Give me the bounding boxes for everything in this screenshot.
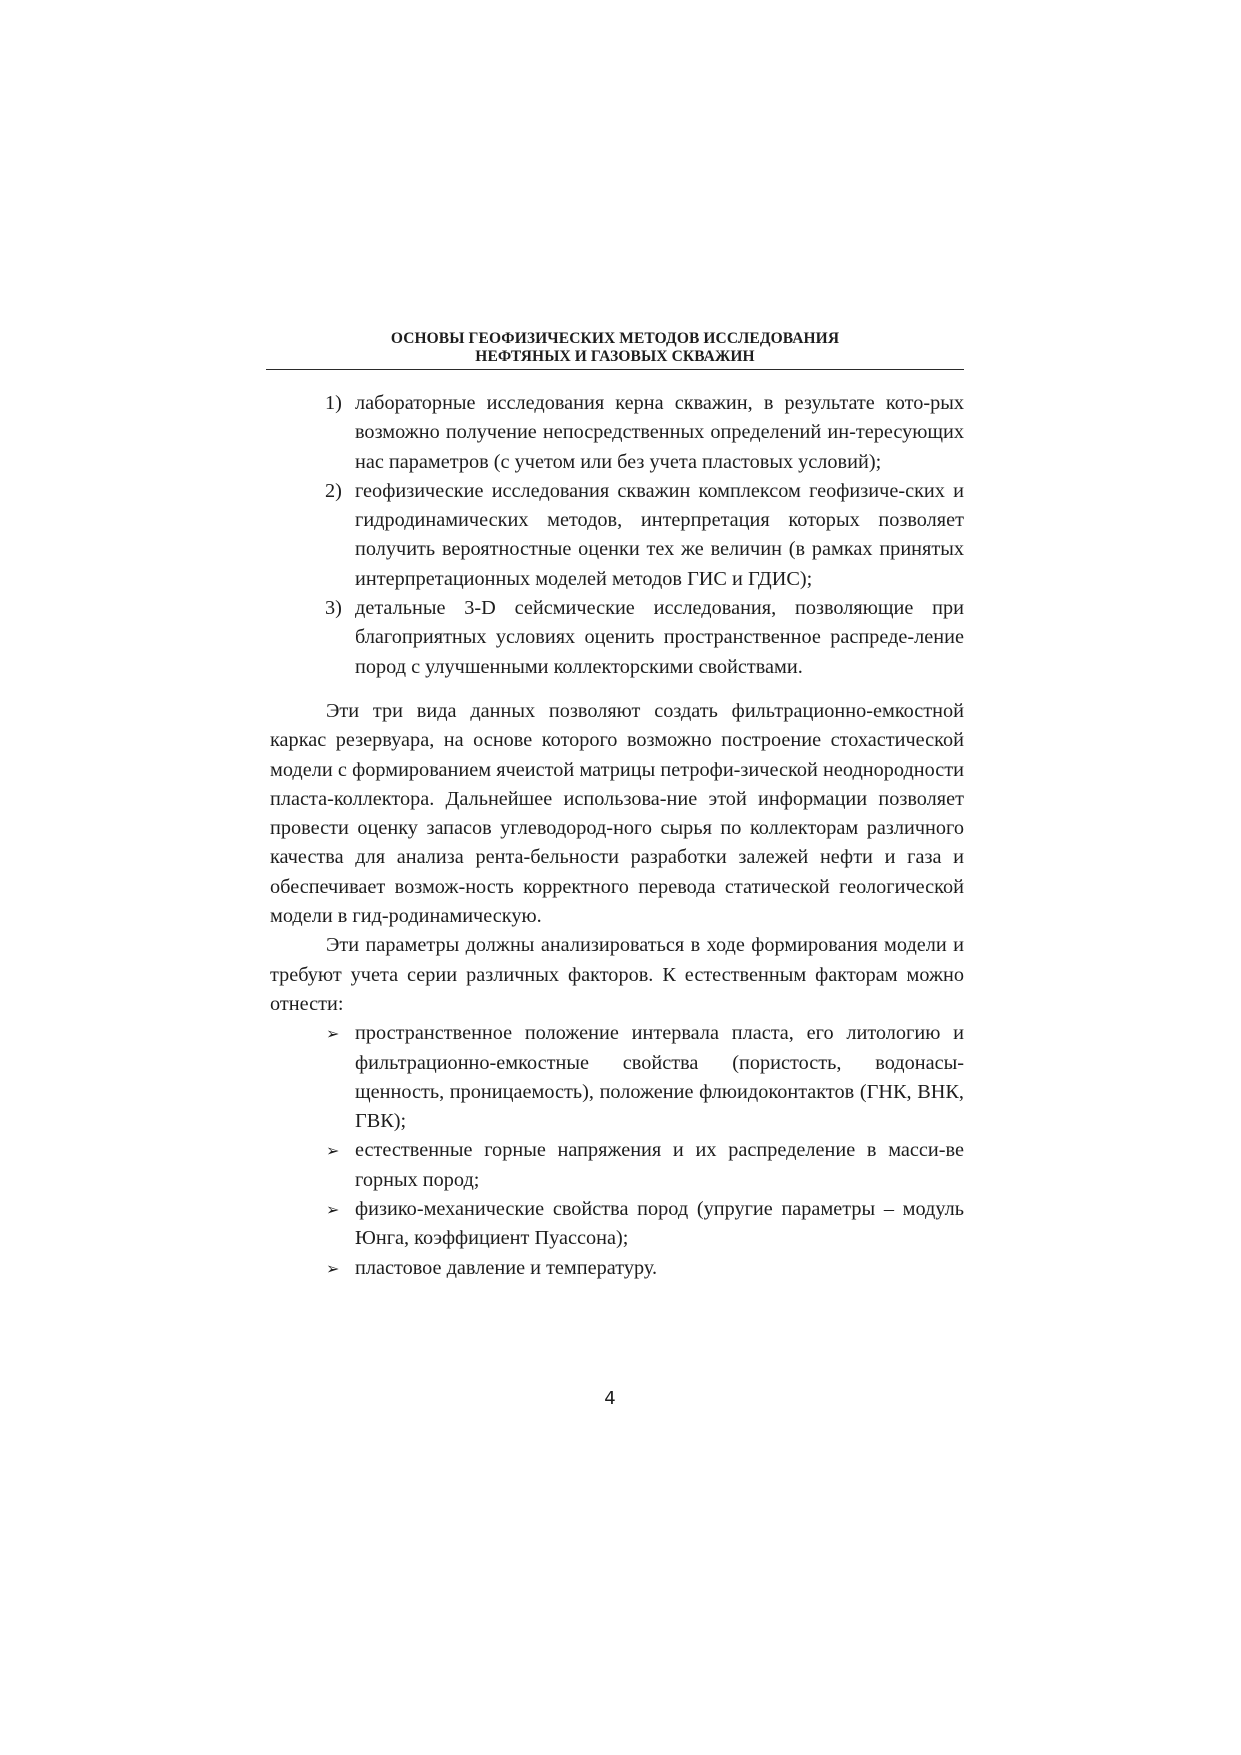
paragraph: Эти три вида данных позволяют создать фильтрационно-емкостной каркас резервуара, на основе которого возможно построение стохастической модели с формированием ячеистой матрицы петрофи-зической неоднородности пласта-коллектора. Дальнейшее использова-ние этой информации позволяет провести оценку запасов углеводород-ного сырья по коллекторам различного качества для анализа рента-бельности разработки залежей нефти и газа и обеспечивает возмож-ность корректного перевода статической геологической модели в гид-родинамическую. bbox=[270, 699, 964, 928]
arrow-bullet-icon: ➢ bbox=[326, 1258, 340, 1278]
spacer bbox=[270, 682, 964, 697]
list-item bbox=[326, 1195, 964, 1254]
list-item bbox=[325, 594, 964, 682]
list-item-text: геофизические исследования скважин комплексом геофизиче-ских и гидродинамических методов, интерпретация которых позволяет получить вероятностные оценки тех же величин (в рамках принятых интерпретационных моделей методов ГИС и ГДИС); bbox=[355, 479, 964, 590]
arrow-bullet-icon: ➢ bbox=[326, 1024, 340, 1044]
list-item-number: 2) bbox=[325, 479, 342, 502]
arrow-bullet-icon: ➢ bbox=[326, 1141, 340, 1161]
list-item-text: естественные горные напряжения и их распределение в масси-ве горных пород; bbox=[355, 1139, 964, 1191]
body-text bbox=[270, 389, 964, 1283]
numbered-list bbox=[270, 389, 964, 682]
list-item bbox=[326, 1254, 964, 1283]
running-header-line-1: ОСНОВЫ ГЕОФИЗИЧЕСКИХ МЕТОДОВ ИССЛЕДОВАНИЯ bbox=[390, 330, 840, 347]
paragraph: Эти параметры должны анализироваться в ходе формирования модели и требуют учета серии различных факторов. К естественным факторам можно отнести: bbox=[270, 934, 964, 1015]
list-item-text: физико-механические свойства пород (упругие параметры – модуль Юнга, коэффициент Пуассона); bbox=[355, 1198, 964, 1250]
page-number: 4 bbox=[604, 1388, 616, 1409]
running-header-line-2: НЕФТЯНЫХ И ГАЗОВЫХ СКВАЖИН bbox=[475, 348, 755, 365]
list-item bbox=[325, 389, 964, 477]
list-item-number: 1) bbox=[325, 392, 342, 414]
arrow-bullet-list bbox=[270, 1019, 964, 1283]
list-item bbox=[326, 1019, 964, 1136]
list-item-text: пространственное положение интервала пласта, его литологию и фильтрационно-емкостные свойства (пористость, водонасы-щенность, проницаемость), положение флюидоконтактов (ГНК, ВНК, ГВК); bbox=[355, 1022, 964, 1133]
header-rule bbox=[266, 369, 964, 370]
list-item-text: пластовое давление и температуру. bbox=[355, 1256, 658, 1279]
list-item bbox=[326, 1136, 964, 1195]
list-item-number: 3) bbox=[325, 597, 342, 620]
list-item-text: детальные 3-D сейсмические исследования, позволяющие при благоприятных условиях оценить пространственное распреде-ление пород с улучшенными коллекторскими свойствами. bbox=[355, 597, 964, 678]
arrow-bullet-icon: ➢ bbox=[326, 1200, 340, 1220]
running-header bbox=[266, 330, 964, 366]
list-item bbox=[325, 477, 964, 594]
list-item-text: лабораторные исследования керна скважин, в результате кото-рых возможно получение непосредственных определений ин-тересующих нас параметров (с учетом или без учета пластовых условий); bbox=[355, 392, 964, 473]
